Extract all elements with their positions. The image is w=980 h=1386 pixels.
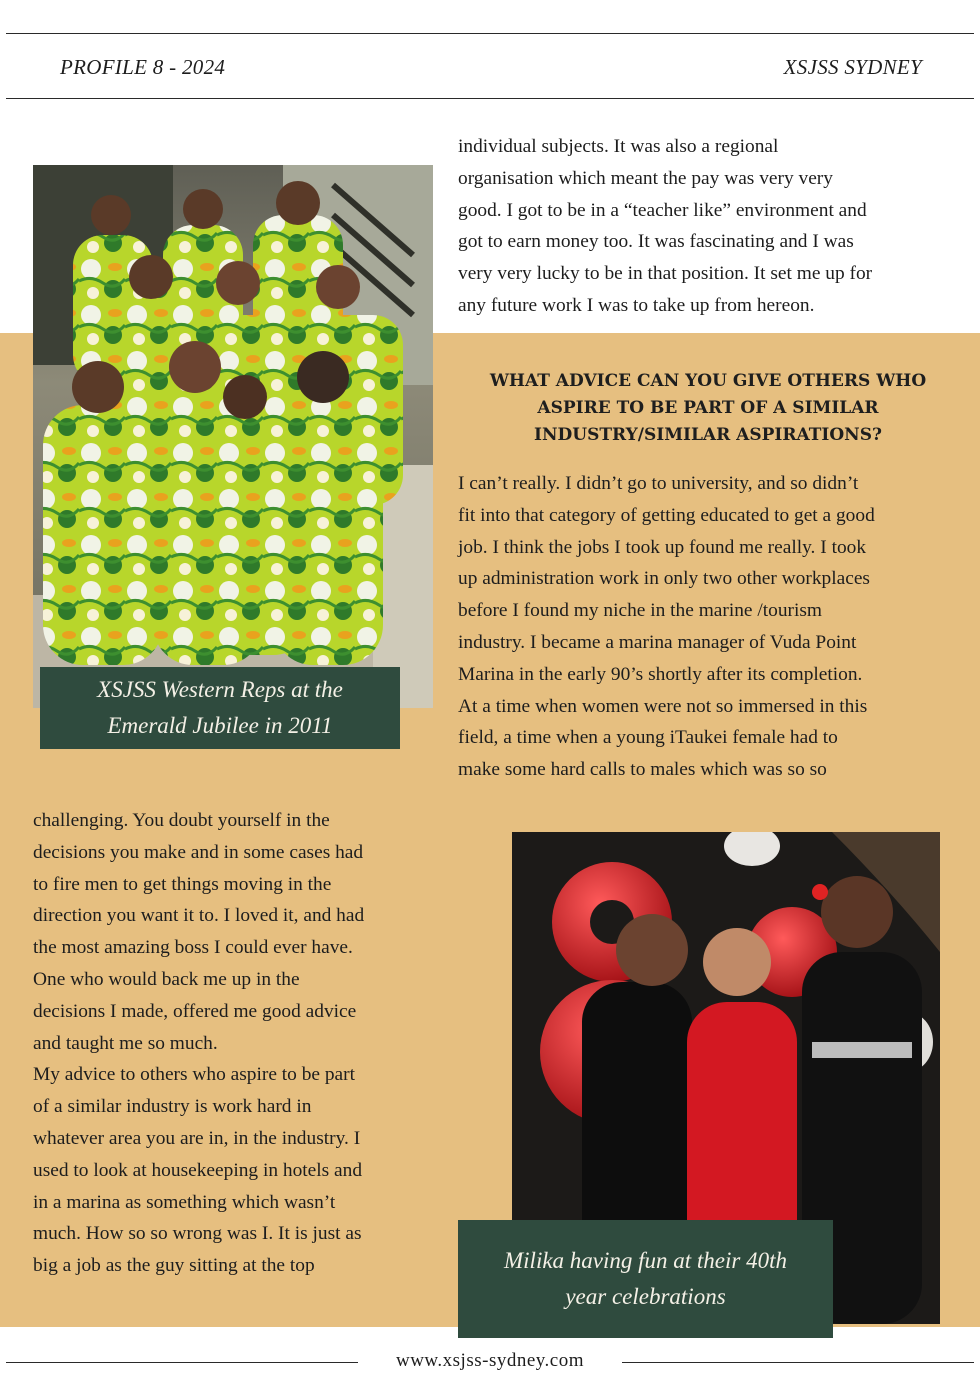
group-photo-caption: XSJSS Western Reps at the Emerald Jubilee in 2011 bbox=[40, 667, 400, 749]
answer-right-column: I can’t really. I didn’t go to university, and so didn’t fit into that category of getting educated to get a good job. I think the jobs I took up found me really. I took up administration work in only two other workplaces before I found my niche in the marine /tourism industry. I became a marina manager of Vuda Point Marina in the early 90’s shortly after its completion. At a time when women were not so immersed in this field, a time when a young iTaukei female had to make some hard calls to males which was so so bbox=[458, 473, 875, 781]
footer-right-rule bbox=[622, 1362, 974, 1363]
intro-paragraph: individual subjects. It was also a regional organisation which meant the pay was very very good. I got to be in a “teacher like” environment and got to earn money too. It was fascinating and I was very very lucky to be in that position. It set me up for any future work I was to take up from hereon. bbox=[458, 136, 873, 316]
site-name-label: XSJSS SYDNEY bbox=[783, 55, 922, 79]
header-top-rule bbox=[6, 33, 974, 34]
group-photo bbox=[33, 165, 433, 708]
profile-label: PROFILE 8 - 2024 bbox=[60, 55, 226, 79]
footer-left-rule bbox=[6, 1362, 358, 1363]
footer-website-link[interactable]: www.xsjss-sydney.com bbox=[395, 1350, 585, 1371]
question-heading: WHAT ADVICE CAN YOU GIVE OTHERS WHO ASPIRE TO BE PART OF A SIMILAR INDUSTRY/SIMILAR ASPIRATIONS? bbox=[489, 371, 927, 445]
header-bottom-rule bbox=[6, 98, 974, 99]
celebration-photo-caption: Milika having fun at their 40th year celebrations bbox=[458, 1220, 833, 1338]
answer-left-column: challenging. You doubt yourself in the decisions you make and in some cases had to fire men to get things moving in the direction you want it to. I loved it, and had the most amazing boss I could ever have. One who would back me up in the decisions I made, offered me good advice and taught me so much. My advice to others who aspire to be part of a similar industry is work hard in whatever area you are in, in the industry. I used to look at housekeeping in hotels and in a marina as something which wasn’t much. How so so wrong was I. It is just as big a job as the guy sitting at the top bbox=[33, 810, 365, 1277]
group-photo-image bbox=[33, 165, 433, 708]
